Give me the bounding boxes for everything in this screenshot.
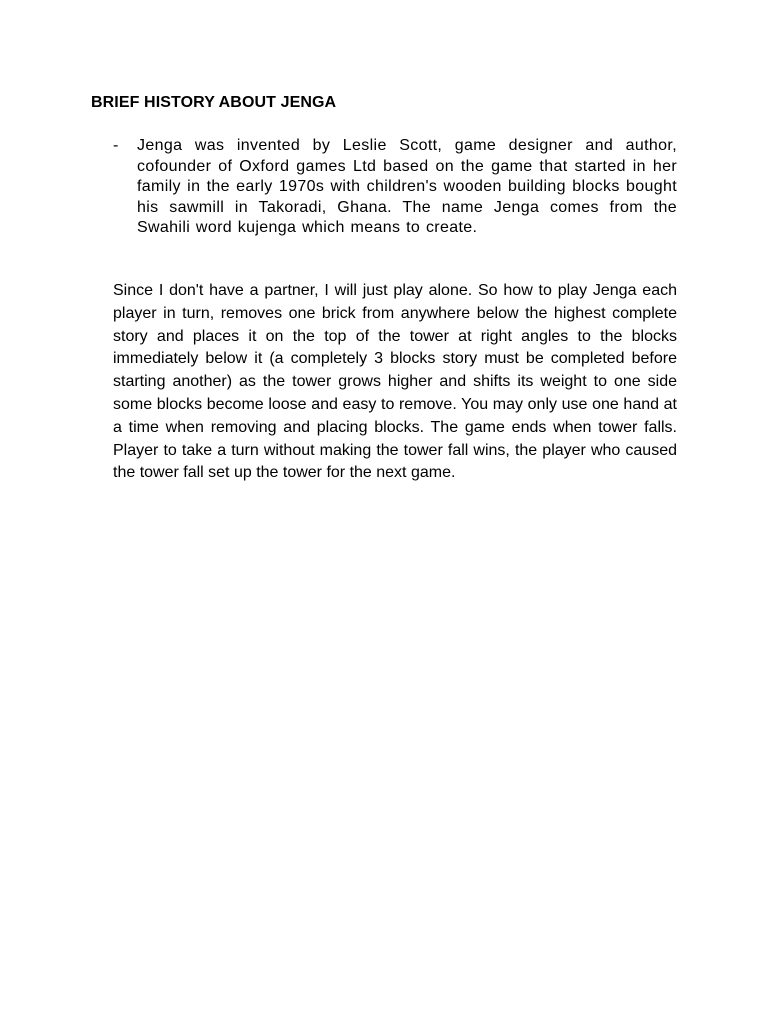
document-heading: BRIEF HISTORY ABOUT JENGA	[91, 94, 337, 111]
bullet-text: Jenga was invented by Leslie Scott, game designer and author, cofounder of Oxford games Ltd based on the game that started in her family in the early 1970s with children's wooden building blocks bought his sawmill in Takoradi, Ghana. The name Jenga comes from the Swahili word kujenga which means to create.	[137, 137, 677, 236]
bullet-dash: -	[113, 137, 119, 154]
list-item	[113, 136, 677, 239]
bullet-list	[113, 136, 677, 239]
body-paragraph: Since I don't have a partner, I will just play alone. So how to play Jenga each player in turn, removes one brick from anywhere below the highest complete story and places it on the top of the tower at right angles to the blocks immediately below it (a completely 3 blocks story must be completed before starting another) as the tower grows higher and shifts its weight to one side some blocks become loose and easy to remove. You may only use one hand at a time when removing and placing blocks. The game ends when tower falls. Player to take a turn without making the tower fall wins, the player who caused the tower fall set up the tower for the next game.	[113, 282, 677, 482]
